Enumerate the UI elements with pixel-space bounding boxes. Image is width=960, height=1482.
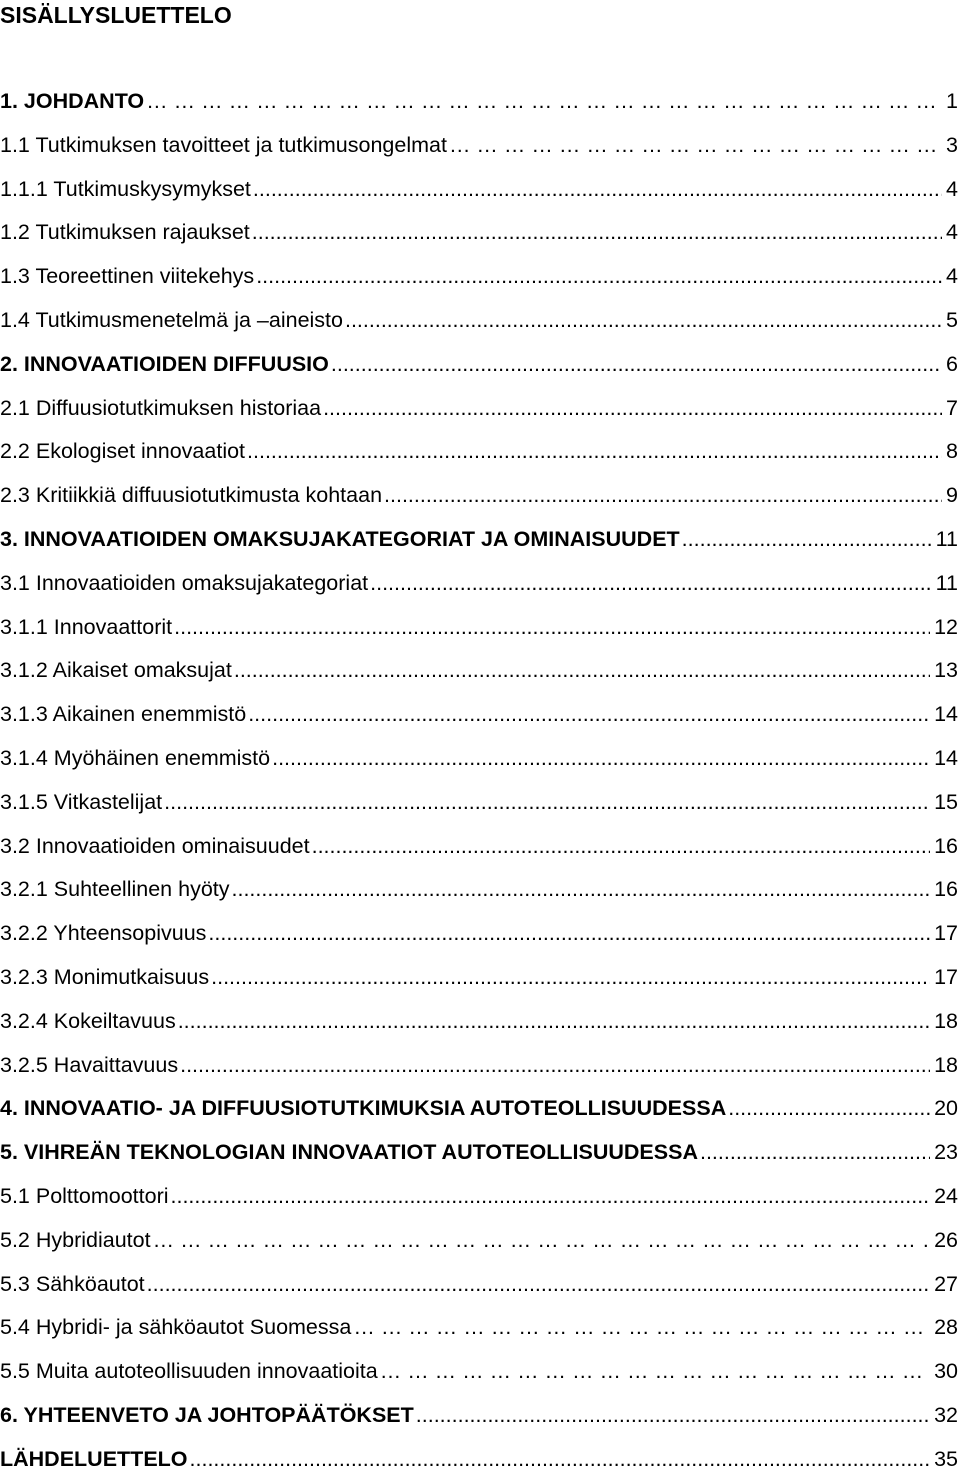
toc-entry[interactable] — [0, 430, 960, 474]
toc-entry[interactable] — [0, 1306, 960, 1350]
toc-dot-leader — [728, 1087, 930, 1131]
toc-entry[interactable] — [0, 299, 960, 343]
toc-page-number: 11 — [935, 526, 958, 551]
toc-entry[interactable] — [0, 1219, 960, 1263]
toc-entry[interactable] — [0, 1131, 960, 1175]
toc-page-number: 1 — [946, 89, 958, 113]
toc-dot-leader — [147, 1263, 930, 1307]
toc-dot-leader — [174, 606, 930, 650]
toc-page-number: 13 — [934, 658, 958, 683]
toc-entry-label: 3.2.5 Havaittavuus — [0, 1052, 179, 1077]
toc-dot-leader — [153, 1219, 930, 1263]
toc-page-number: 16 — [934, 877, 958, 902]
toc-entry-label: 3.1.5 Vitkastelijat — [0, 789, 163, 814]
toc-page-number: 35 — [934, 1446, 958, 1471]
toc-dot-leader — [252, 211, 942, 255]
toc-entry-label: 6. YHTEENVETO JA JOHTOPÄÄTÖKSET — [0, 1402, 414, 1427]
toc-entry-label: 3.1.2 Aikaiset omaksujat — [0, 658, 232, 683]
toc-entry[interactable] — [0, 168, 960, 212]
toc-page-number: 9 — [946, 483, 958, 508]
toc-entry[interactable] — [0, 912, 960, 956]
toc-dot-leader — [171, 1175, 931, 1219]
toc-entry-label: 3.1.1 Innovaattorit — [0, 614, 173, 639]
toc-dot-leader — [700, 1131, 930, 1175]
toc-entry-label: 1.4 Tutkimusmenetelmä ja –aineisto — [0, 307, 343, 332]
toc-entry-label: 3.2.4 Kokeiltavuus — [0, 1008, 176, 1033]
toc-entry[interactable] — [0, 737, 960, 781]
toc-entry-label: 2.1 Diffuusiotutkimuksen historiaa — [0, 395, 322, 420]
toc-page-number: 4 — [946, 220, 958, 245]
toc-entry[interactable] — [0, 1087, 960, 1131]
toc-entry[interactable] — [0, 693, 960, 737]
toc-page-number: 18 — [934, 1052, 958, 1077]
toc-dot-leader — [331, 343, 942, 387]
toc-entry[interactable] — [0, 1350, 960, 1394]
toc-entry[interactable] — [0, 1000, 960, 1044]
toc-page-number: 20 — [934, 1096, 958, 1121]
toc-entry[interactable] — [0, 781, 960, 825]
toc-dot-leader — [248, 693, 930, 737]
toc-entry-label: LÄHDELUETTELO — [0, 1446, 188, 1471]
toc-entry-label: 2.3 Kritiikkiä diffuusiotutkimusta kohtaan — [0, 483, 383, 508]
toc-entry-label: 2.2 Ekologiset innovaatiot — [0, 439, 246, 464]
toc-page-number: 14 — [934, 702, 958, 727]
toc-dot-leader — [449, 124, 942, 168]
toc-entry-label: 3.1.3 Aikainen enemmistö — [0, 702, 247, 727]
toc-entry[interactable] — [0, 1438, 960, 1482]
toc-dot-leader — [247, 430, 942, 474]
toc-entry-label: 1.1.1 Tutkimuskysymykset — [0, 176, 251, 201]
toc-entry-label: 5.1 Polttomoottori — [0, 1183, 169, 1208]
toc-page-number: 23 — [934, 1140, 958, 1165]
toc-dot-leader — [234, 649, 930, 693]
toc-entry[interactable] — [0, 80, 960, 124]
toc-entry[interactable] — [0, 1263, 960, 1307]
toc-entry-label: 3.2.3 Monimutkaisuus — [0, 964, 210, 989]
toc-page-number: 18 — [934, 1008, 958, 1033]
toc-page-number: 4 — [946, 176, 958, 201]
toc-page-number: 4 — [946, 264, 958, 289]
toc-entry-label: 5.5 Muita autoteollisuuden innovaatioita — [0, 1359, 378, 1384]
toc-dot-leader — [146, 80, 942, 124]
toc-dot-leader — [164, 781, 930, 825]
toc-entry-label: 3.2.1 Suhteellinen hyöty — [0, 877, 230, 902]
toc-dot-leader — [232, 868, 931, 912]
toc-entry-label: 5.4 Hybridi- ja sähköautot Suomessa — [0, 1315, 352, 1340]
toc-dot-leader — [190, 1438, 931, 1482]
toc-page-number: 30 — [934, 1359, 958, 1384]
toc-entry[interactable] — [0, 124, 960, 168]
toc-dot-leader — [345, 299, 942, 343]
toc-page-number: 6 — [946, 351, 958, 376]
toc-entry-label: 5. VIHREÄN TEKNOLOGIAN INNOVAATIOT AUTOTEOLLISUUDESSA — [0, 1140, 698, 1165]
toc-dot-leader — [272, 737, 930, 781]
page-title: SISÄLLYSLUETTELO — [0, 2, 232, 28]
toc-dot-leader — [384, 474, 942, 518]
toc-entry[interactable] — [0, 956, 960, 1000]
toc-page-number: 5 — [946, 307, 958, 332]
toc-entry-label: 3.1 Innovaatioiden omaksujakategoriat — [0, 570, 369, 595]
toc-page-number: 27 — [934, 1271, 958, 1296]
toc-dot-leader — [323, 387, 942, 431]
toc-page-number: 32 — [934, 1402, 958, 1427]
toc-entry[interactable] — [0, 1175, 960, 1219]
toc-entry-label: 5.3 Sähköautot — [0, 1271, 145, 1296]
toc-entry-label: 4. INNOVAATIO- JA DIFFUUSIOTUTKIMUKSIA AUTOTEOLLISUUDESSA — [0, 1096, 727, 1121]
toc-entry-label: 3. INNOVAATIOIDEN OMAKSUJAKATEGORIAT JA OMINAISUUDET — [0, 526, 680, 551]
toc-entry-label: 3.1.4 Myöhäinen enemmistö — [0, 745, 271, 770]
toc-page-number: 7 — [946, 395, 958, 420]
toc-dot-leader — [208, 912, 930, 956]
toc-entry[interactable] — [0, 255, 960, 299]
toc-page-number: 3 — [946, 132, 958, 157]
toc-entry[interactable] — [0, 1044, 960, 1088]
toc-dot-leader — [312, 825, 930, 869]
toc-entry[interactable] — [0, 825, 960, 869]
toc-entry[interactable] — [0, 1394, 960, 1438]
toc-entry[interactable] — [0, 518, 960, 562]
toc-entry-label: 2. INNOVAATIOIDEN DIFFUUSIO — [0, 351, 329, 376]
toc-entry[interactable] — [0, 649, 960, 693]
toc-dot-leader — [380, 1350, 930, 1394]
toc-page-number: 8 — [946, 439, 958, 464]
toc-dot-leader — [416, 1394, 930, 1438]
toc-entry-label: 1.2 Tutkimuksen rajaukset — [0, 220, 250, 245]
toc-dot-leader — [256, 255, 942, 299]
toc-entry[interactable] — [0, 343, 960, 387]
toc-entry[interactable] — [0, 474, 960, 518]
toc-dot-leader — [682, 518, 932, 562]
toc-page-number: 24 — [934, 1183, 958, 1208]
toc-dot-leader — [353, 1306, 930, 1350]
toc-entry-label: 3.2.2 Yhteensopivuus — [0, 921, 207, 946]
toc-entry[interactable] — [0, 211, 960, 255]
toc-page-number: 12 — [934, 614, 958, 639]
toc-page-number: 26 — [934, 1227, 958, 1252]
toc-entry-label: 3.2 Innovaatioiden ominaisuudet — [0, 833, 310, 858]
toc-dot-leader — [253, 168, 942, 212]
toc-dot-leader — [178, 1000, 930, 1044]
toc-page-number: 28 — [934, 1315, 958, 1340]
toc-dot-leader — [370, 562, 932, 606]
toc-dot-leader — [211, 956, 930, 1000]
toc-entry-label: 1.3 Teoreettinen viitekehys — [0, 264, 255, 289]
toc-dot-leader — [180, 1044, 930, 1088]
toc-entry[interactable] — [0, 562, 960, 606]
table-of-contents — [0, 80, 960, 1482]
toc-entry[interactable] — [0, 387, 960, 431]
toc-page-number: 15 — [934, 789, 958, 814]
toc-entry[interactable] — [0, 868, 960, 912]
toc-entry-label: 1. JOHDANTO — [0, 89, 145, 113]
toc-entry-label: 1.1 Tutkimuksen tavoitteet ja tutkimusongelmat — [0, 132, 447, 157]
toc-page-number: 11 — [935, 570, 958, 595]
toc-page-number: 17 — [934, 964, 958, 989]
toc-entry[interactable] — [0, 606, 960, 650]
toc-page-number: 16 — [934, 833, 958, 858]
toc-page-number: 14 — [934, 745, 958, 770]
toc-page-number: 17 — [934, 921, 958, 946]
toc-entry-label: 5.2 Hybridiautot — [0, 1227, 151, 1252]
